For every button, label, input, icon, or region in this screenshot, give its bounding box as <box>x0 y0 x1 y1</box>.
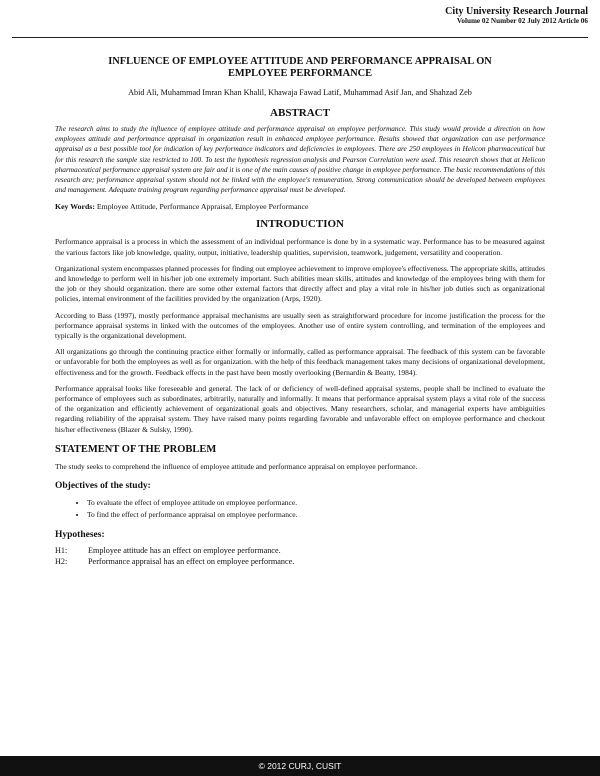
hypothesis-text: Employee attitude has an effect on employee performance. <box>88 546 281 556</box>
intro-paragraph: According to Bass (1997), mostly performance appraisal mechanisms are usually seen as straightforward procedure for income justification the process for the performance appraisal systems in linked with the outcomes of the employees. Another use of entire system controlling, and termination of the employees and typically is the organizational development. <box>55 310 545 341</box>
problem-heading: STATEMENT OF THE PROBLEM <box>55 443 217 455</box>
objective-item: • To find the effect of performance appraisal on employee performance. <box>87 509 545 521</box>
abstract-heading: ABSTRACT <box>270 107 330 119</box>
journal-header <box>445 6 588 26</box>
hypothesis-row <box>55 556 545 567</box>
header-rule <box>12 37 588 38</box>
journal-volume: Volume 02 Number 02 July 2012 Article 06 <box>456 17 588 25</box>
abstract-text: The research aims to study the influence of employee attitude and performance appraisal on employee performance. This study would provide a direction on how employees attitude and performance appraisal in organization result in enhanced employee performance. Results showed that organization can use performance appraisal as a best possible tool for indication of key performance indicators and deficiencies in employees. There are 250 employees in Helicon pharmaceutical but for this research the sample size restricted to 100. To test the hypothesis regression analysis and Pearson Correlation were used. This research shows that at Helicon pharmaceutical performance appraisal system are fair and it is one of the main causes of positive change in employee performance. The basic recommendations of this research are; performance appraisal system should not be linked with the employee's remuneration. Strong communication should be developed between employees and management. Adequate training program regarding performance appraisal must be developed. <box>55 124 545 195</box>
intro-paragraph: Performance appraisal looks like foreseeable and general. The lack of or deficiency of well-defined appraisal systems, people shall be inclined to evaluate the performance of employees such as subordinates, arbitrarily, naturally and informally. It means that performance appraisal system plays a vital role of the success of the organization and efficiently achievement of organizational goals and objectives. Many researchers, scholar, and managerial experts have ambiguities regarding reliability of the appraisal system. They have raised many points regarding favorable and unfavorable effect on employee performance and checkout his/her effectiveness (Blazer & Sulsky, 1990). <box>55 383 545 434</box>
hypothesis-row <box>55 545 545 556</box>
introduction-heading: INTRODUCTION <box>255 218 344 231</box>
problem-text: The study seeks to comprehend the influence of employee attitude and performance appraisal on employee performance. <box>55 461 418 471</box>
hypothesis-id: H1: <box>55 546 68 556</box>
objectives-list <box>55 497 545 521</box>
hypotheses-heading: Hypotheses: <box>55 530 105 541</box>
page-content <box>55 56 545 567</box>
paper-title: INFLUENCE OF EMPLOYEE ATTITUDE AND PERFORMANCE APPRAISAL ON EMPLOYEE PERFORMANCE <box>108 56 492 79</box>
page-footer: © 2012 CURJ, CUSIT <box>0 756 600 776</box>
intro-paragraph: Organizational system encompasses planned processes for finding out employee achievement to improve employee's effectiveness. The appropriate skills, attitudes and knowledge to perform well in his/her job one extremely important. Such abilities mean skills, attitudes and knowledge of the employees bring with them for the job or they should organization. there are some other external factors that directly affect and play a vital role in his/her job duties such as organizational policies, internal environment of the facilities provided by the organization (Arps, 1920). <box>55 263 545 304</box>
objectives-heading: Objectives of the study: <box>55 481 151 492</box>
keywords <box>55 202 545 212</box>
hypothesis-text: Performance appraisal has an effect on employee performance. <box>88 557 295 567</box>
intro-paragraph: All organizations go through the continuing practice either formally or informally, called as performance appraisal. The feedback of this system can be favorable or unfavorable for both the employees as well as for organization. with the help of this feedback management takes many decisions of organizational development, effectiveness and for the growth. Feedback effects in the past have been mostly overlooking (Bernardin & Beatty, 1984). <box>55 347 545 377</box>
hypotheses-list <box>55 545 545 567</box>
hypothesis-id: H2: <box>55 557 68 567</box>
keywords-label: Key Words: <box>55 202 95 212</box>
intro-paragraph: Performance appraisal is a process in which the assessment of an individual performance is done by in a systematic way. Performance has to be measured against the various factors like job knowledge, quality, output, initiative, leadership qualities, supervision, teamwork, judgement, versatility and cooperation. <box>55 237 545 257</box>
author-list: Abid Ali, Muhammad Imran Khan Khalil, Khawaja Fawad Latif, Muhammad Asif Jan, and Shahzad Zeb <box>128 88 472 97</box>
journal-name: City University Research Journal <box>445 6 588 17</box>
keywords-text: Employee Attitude, Performance Appraisal, Employee Performance <box>96 202 309 212</box>
objective-item: • To evaluate the effect of employee attitude on employee performance. <box>87 497 545 509</box>
